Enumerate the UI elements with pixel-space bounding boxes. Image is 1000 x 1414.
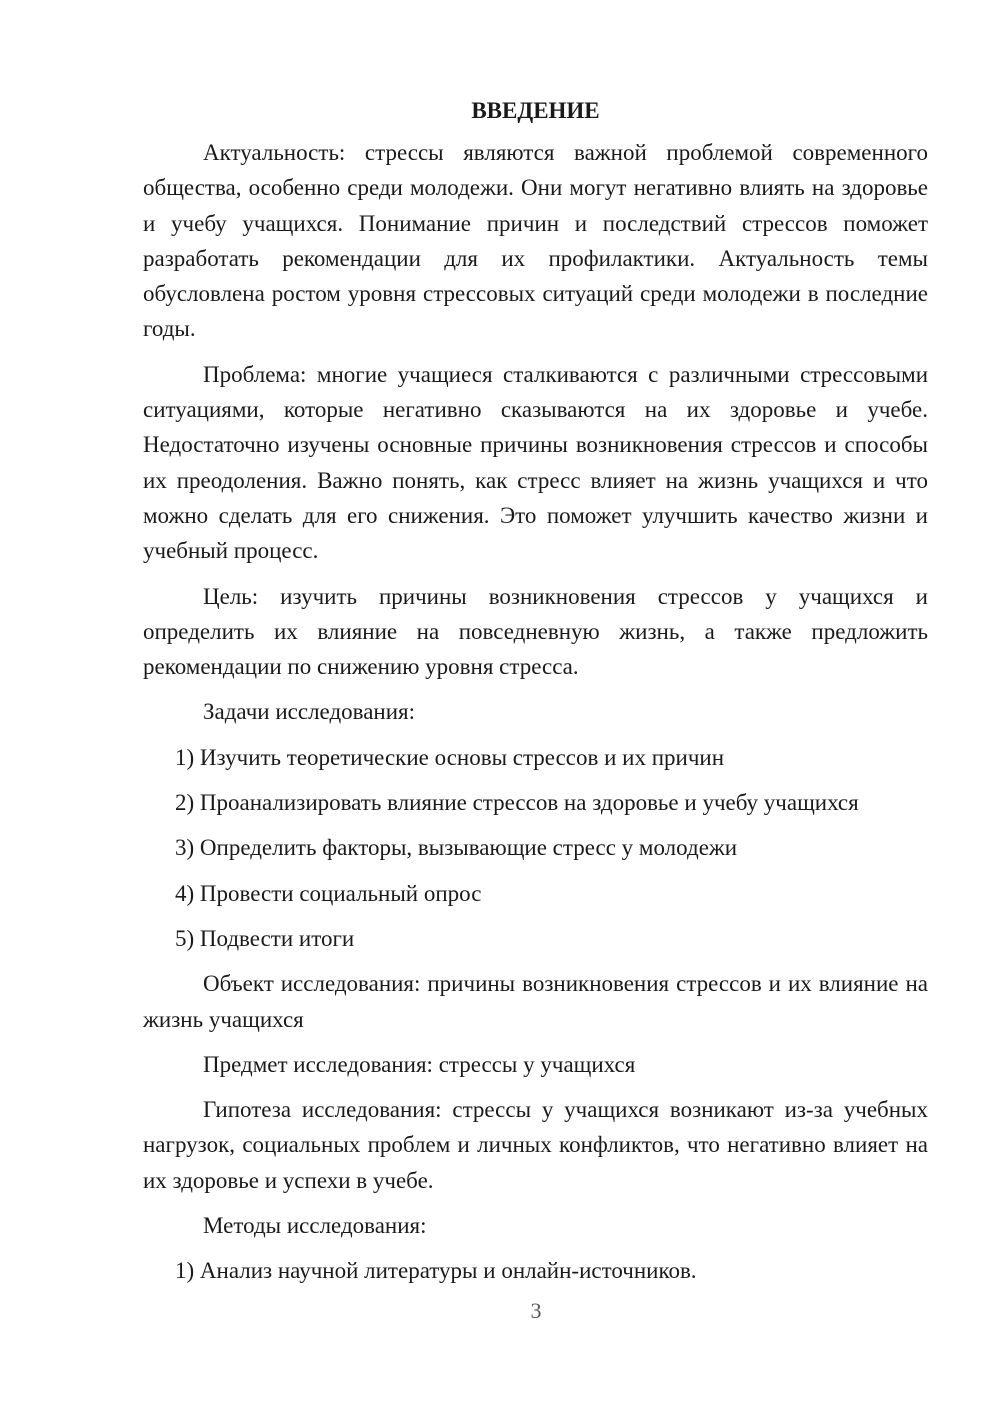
- list-item: 5) Подвести итоги: [175, 925, 355, 951]
- list-item: 4) Провести социальный опрос: [175, 880, 482, 906]
- hypothesis-paragraph: Гипотеза исследования: стрессы у учащихся возникают из-за учебных нагрузок, социальных проблем и личных конфликтов, что негативно влияет на их здоровье и успехи в учебе.: [143, 1097, 928, 1193]
- methods-list: [143, 1253, 928, 1288]
- subject-paragraph: Предмет исследования: стрессы у учащихся: [203, 1051, 636, 1077]
- object-paragraph: Объект исследования: причины возникновения стрессов и их влияние на жизнь учащихся: [143, 971, 928, 1032]
- relevance-paragraph: Актуальность: стрессы являются важной проблемой современного общества, особенно среди молодежи. Они могут негативно влиять на здоровье и учебу учащихся. Понимание причин и последствий стрессов поможет разработать рекомендации для их профилактики. Актуальность темы обусловлена ростом уровня стрессовых ситуаций среди молодежи в последние годы.: [143, 140, 928, 342]
- page-content: [143, 97, 928, 1299]
- list-item: 1) Анализ научной литературы и онлайн-источников.: [175, 1258, 697, 1284]
- tasks-heading: Задачи исследования:: [203, 699, 416, 725]
- tasks-list: [143, 740, 928, 956]
- page-title: ВВЕДЕНИЕ: [471, 98, 600, 123]
- goal-paragraph: Цель: изучить причины возникновения стрессов у учащихся и определить их влияние на повседневную жизнь, а также предложить рекомендации по снижению уровня стресса.: [143, 583, 928, 680]
- problem-paragraph: Проблема: многие учащиеся сталкиваются с различными стрессовыми ситуациями, которые негативно сказываются на их здоровье и учебе. Недостаточно изучены основные причины возникновения стрессов и способы их преодоления. Важно понять, как стресс влияет на жизнь учащихся и что можно сделать для его снижения. Это поможет улучшить качество жизни и учебный процесс.: [143, 361, 928, 564]
- list-item: 2) Проанализировать влияние стрессов на здоровье и учебу учащихся: [175, 790, 859, 816]
- list-item: 1) Изучить теоретические основы стрессов и их причин: [175, 744, 725, 770]
- page-number: 3: [530, 1298, 542, 1323]
- list-item: 3) Определить факторы, вызывающие стресс у молодежи: [175, 835, 738, 861]
- methods-heading: Методы исследования:: [203, 1213, 427, 1239]
